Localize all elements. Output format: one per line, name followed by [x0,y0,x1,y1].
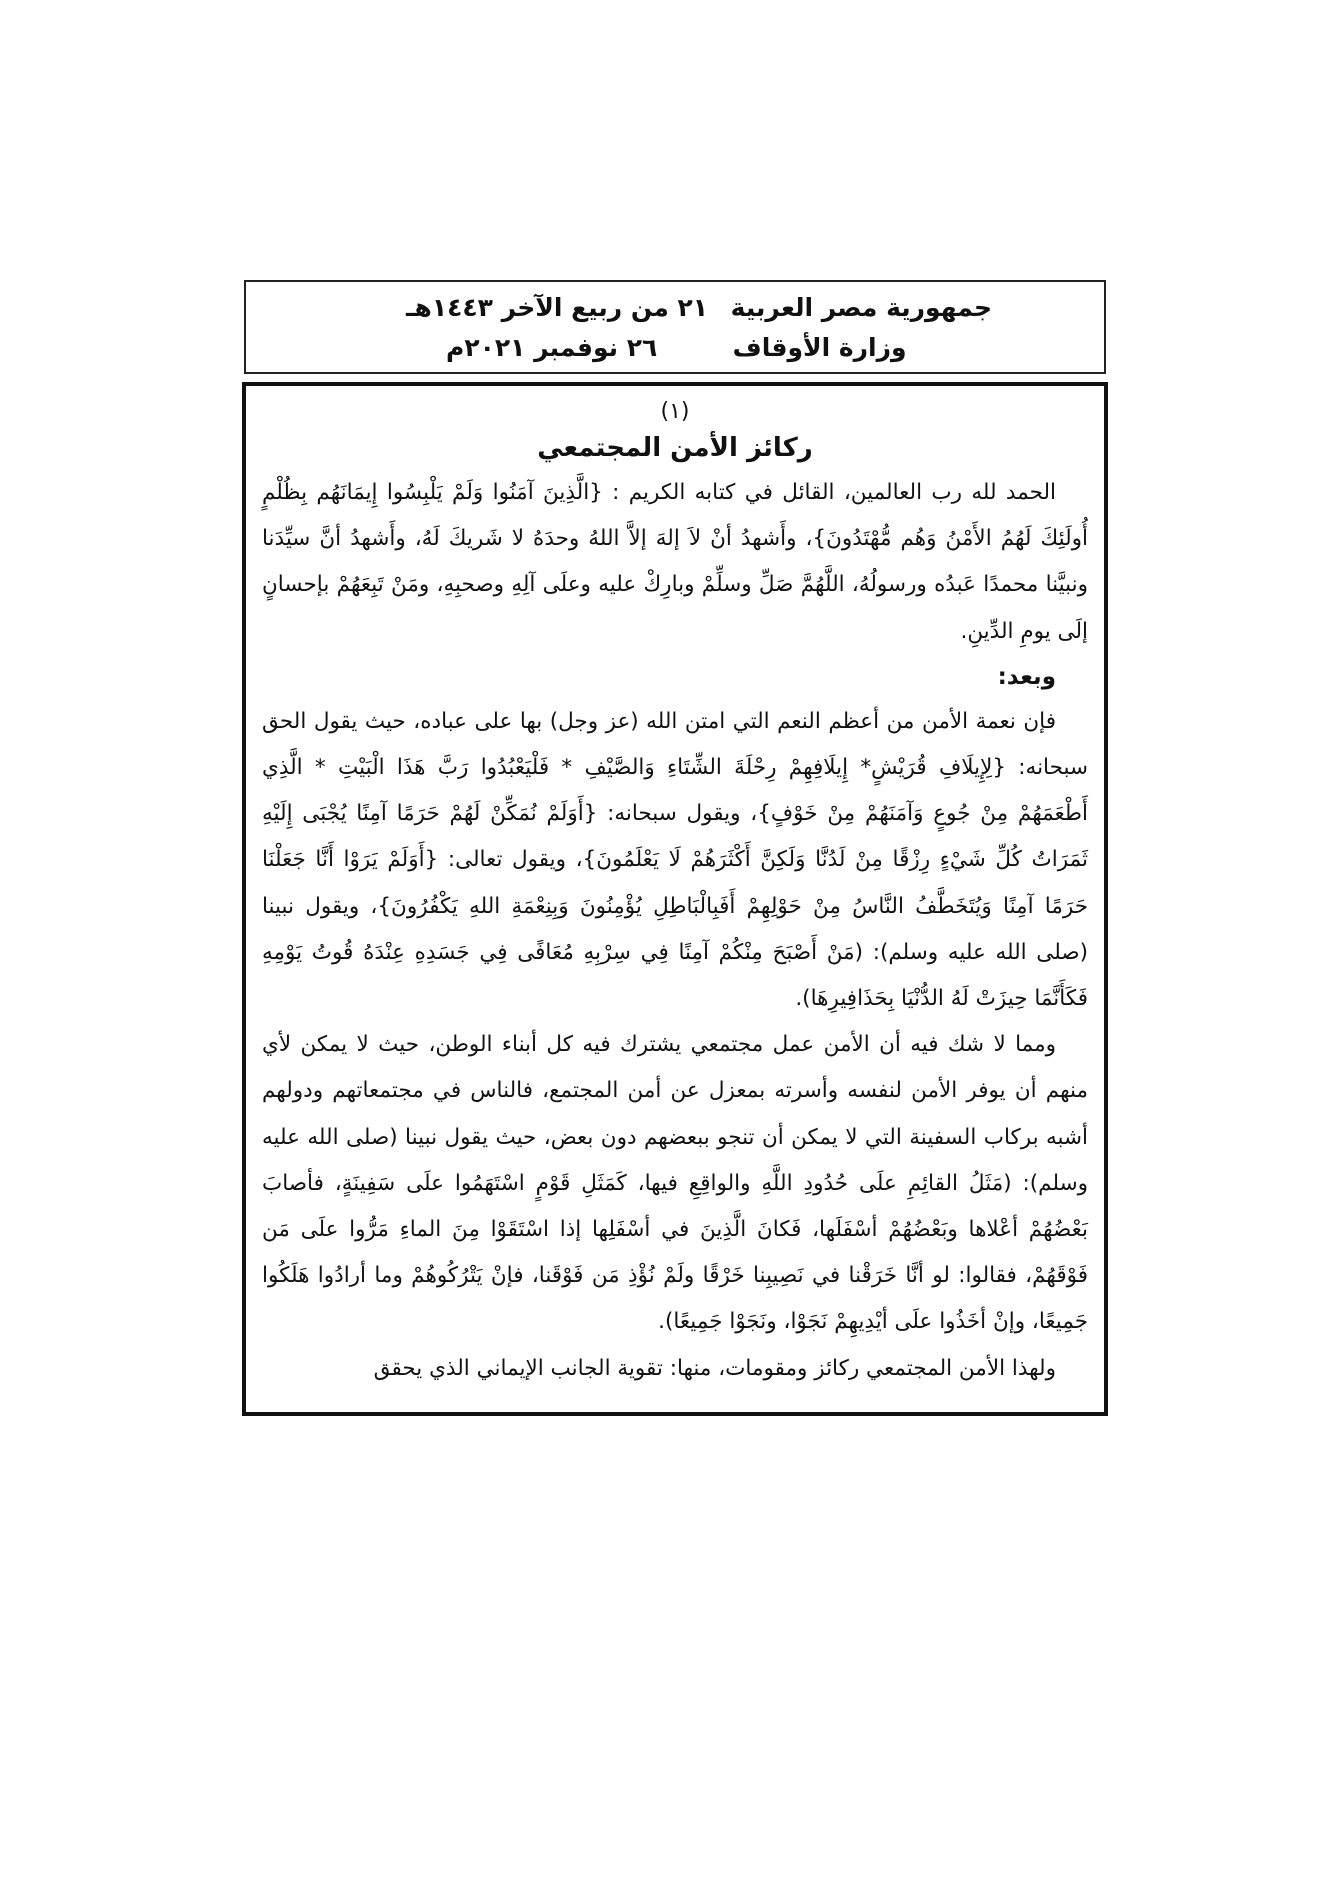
page-title: ركائز الأمن المجتمعي [537,433,813,463]
paragraph-2: ومما لا شك فيه أن الأمن عمل مجتمعي يشترك فيه كل أبناء الوطن، حيث لا يمكن لأي منهم أن يوفر الأمن لنفسه وأسرته بمعزل عن أمن المجتمع، فالناس في مجتمعاتهم ودولهم أشبه بركاب السفينة التي لا يمكن أن تنجو ببعضهم دون بعض، حيث يقول نبينا (صلى الله عليه وسلم): (مَثَلُ القائِمِ علَى حُدُودِ اللَّهِ والواقِعِ فيها، كَمَثَلِ قَوْمٍ اسْتَهَمُوا علَى سَفِينَةٍ، فأصابَ بَعْضُهُمْ أعْلاها وبَعْضُهُمْ أسْفَلَها، فَكانَ الَّذِينَ في أسْفَلِها إذا اسْتَقَوْا مِنَ الماءِ مَرُّوا علَى مَن فَوْقَهُمْ، فقالوا: لو أنَّا خَرَقْنا في نَصِيبِنا خَرْقًا ولَمْ نُؤْذِ مَن فَوْقَنا، فإنْ يَتْرُكُوهُمْ وما أرادُوا هَلَكُوا جَمِيعًا، وإنْ أخَذُوا علَى أيْدِيهِمْ نَجَوْا، ونَجَوْا جَمِيعًا). [262,1032,1088,1335]
hijri-date: ٢١ من ربيع الآخر ١٤٤٣هـ [406,293,709,322]
gregorian-date: ٢٦ نوفمبر ٢٠٢١م [446,333,658,362]
section-number: (١) [660,399,690,424]
paragraph-1: فإن نعمة الأمن من أعظم النعم التي امتن الله (عز وجل) بها على عباده، حيث يقول الحق سبحانه: {لِإِيلَافِ قُرَيْشٍ* إِيلَافِهِمْ رِحْلَةَ الشِّتَاءِ وَالصَّيْفِ * فَلْيَعْبُدُوا رَبَّ هَذَا الْبَيْتِ * الَّذِي أَطْعَمَهُمْ مِنْ جُوعٍ وَآمَنَهُمْ مِنْ خَوْفٍ}، ويقول سبحانه: {أَوَلَمْ نُمَكِّنْ لَهُمْ حَرَمًا آمِنًا يُجْبَى إِلَيْهِ ثَمَرَاتُ كُلِّ شَيْءٍ رِزْقًا مِنْ لَدُنَّا وَلَكِنَّ أَكْثَرَهُمْ لَا يَعْلَمُونَ}، ويقول تعالى: {أَوَلَمْ يَرَوْا أَنَّا جَعَلْنَا حَرَمًا آمِنًا وَيُتَخَطَّفُ النَّاسُ مِنْ حَوْلِهِمْ أَفَبِالْبَاطِلِ يُؤْمِنُونَ وَبِنِعْمَةِ اللهِ يَكْفُرُونَ}، ويقول نبينا (صلى الله عليه وسلم): (مَنْ أَصْبَحَ مِنْكُمْ آمِنًا فِي سِرْبِهِ مُعَافًى فِي جَسَدِهِ عِنْدَهُ قُوتُ يَوْمِهِ فَكَأَنَّمَا حِيزَتْ لَهُ الدُّنْيَا بِحَذَافِيرِهَا). [262,708,1088,1012]
ministry-name: وزارة الأوقاف [732,333,907,362]
date-block [406,282,708,374]
article-body [242,382,1108,1416]
country-name: جمهورية مصر العربية [730,293,992,322]
issuer-block [731,282,992,374]
letterhead [244,280,1106,374]
intro-paragraph: الحمد لله رب العالمين، القائل في كتابه الكريم : {الَّذِينَ آمَنُوا وَلَمْ يَلْبِسُوا إِيمَانَهُم بِظُلْمٍ أُولَئِكَ لَهُمُ الأَمْنُ وَهُم مُّهْتَدُونَ}، وأَشهدُ أنْ لاَ إلهَ إلاَّ اللهُ وحدَهُ لا شَريكَ لَهُ، وأَشهدُ أنَّ سيِّدَنا ونبيَّنا محمدًا عَبدُه ورسولُهُ، اللَّهُمَّ صَلِّ وسلِّمْ وبارِكْ عليه وعلَى آلِهِ وصحبِهِ، ومَنْ تَبِعَهُمْ بإحسانٍ إلَى يومِ الدِّينِ. [262,480,1088,644]
paragraph-3: ولهذا الأمن المجتمعي ركائز ومقومات، منها: تقوية الجانب الإيماني الذي يحقق [373,1355,1056,1381]
wa-baad-heading: وبعد: [997,663,1056,690]
